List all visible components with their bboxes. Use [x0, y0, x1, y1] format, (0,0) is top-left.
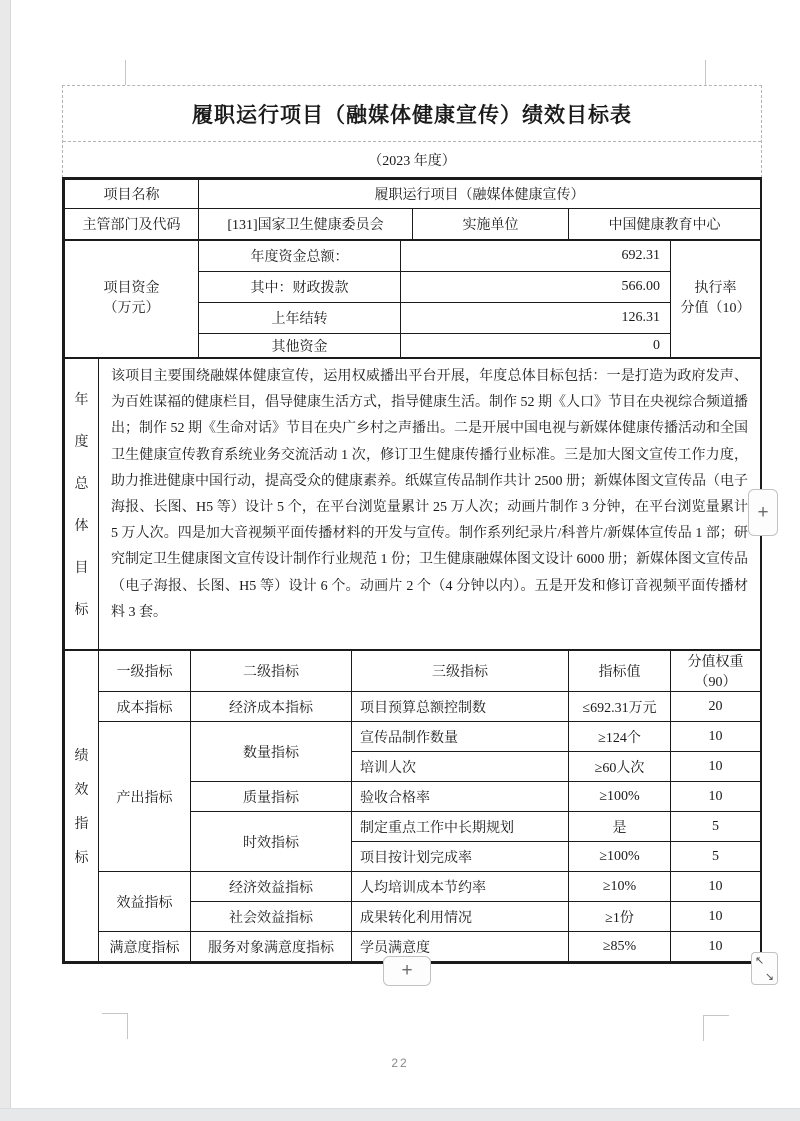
margin-mark-top-right [705, 60, 731, 86]
goal-label-char: 年 [74, 393, 89, 408]
table-row [65, 241, 761, 272]
table-row [65, 722, 761, 752]
score-cell: 10 [671, 872, 761, 902]
margin-mark-bottom-left [102, 1013, 128, 1039]
add-row-button[interactable] [383, 956, 431, 986]
indicator-header-row [65, 651, 761, 692]
table-resize-handle[interactable] [751, 952, 778, 985]
level2-cell: 数量指标 [191, 722, 352, 782]
level3-cell: 项目按计划完成率 [352, 842, 569, 872]
col-header-level3: 三级指标 [352, 651, 569, 692]
dept-value: [131]国家卫生健康委员会 [199, 209, 413, 240]
indicator-label-char: 指 [74, 817, 89, 832]
indicators-row-label [65, 651, 99, 962]
plus-icon: + [757, 501, 769, 523]
level2-cell: 经济效益指标 [191, 872, 352, 902]
score-cell: 10 [671, 722, 761, 752]
col-header-level2: 二级指标 [191, 651, 352, 692]
funding-item-label: 年度资金总额： [199, 241, 401, 272]
resize-arrow-se-icon: ↘ [764, 971, 774, 983]
annual-goal-table [64, 358, 761, 650]
execution-rate-label [671, 241, 761, 358]
level2-cell: 经济成本指标 [191, 692, 352, 722]
level3-cell: 制定重点工作中长期规划 [352, 812, 569, 842]
goal-label-char: 标 [74, 603, 89, 618]
level3-cell: 人均培训成本节约率 [352, 872, 569, 902]
project-name-value: 履职运行项目（融媒体健康宣传） [199, 180, 761, 209]
annual-goal-text: 该项目主要围绕融媒体健康宣传，运用权威播出平台开展，年度总体目标包括：一是打造为政府发声、为百姓谋福的健康栏目，倡导健康生活方式，指导健康生活。制作 52 期《人口》节目在央视综合频道播出；制作 52 期《生命对话》节目在央广乡村之声播出。二是开展中国电视与新媒体健康传播活动和全国卫生健康宣传教育系统业务交流活动 1 次，修订卫生健康传播行业标准。三是加大图文宣传工作力度，助力推进健康中国行动，提高受众的健康素养。纸媒宣传品制作共计 2500 册；新媒体图文宣传品（电子海报、长图、H5 等）设计 5 个，在平台浏览量累计 25 万人次；动画片制作 3 分钟，在平台浏览量累计 5 万人次。四是加大音视频平面传播材料的开发与宣传。制作系列纪录片/科普片/新媒体宣传品 1 部；研究制定卫生健康图文宣传设计制作行业规范 1 份；卫生健康融媒体图文设计 6000 册；新媒体图文宣传品（电子海报、长图、H5 等）设计 6 个。动画片 2 个（4 分钟以内）。五是开发和修订音视频平面传播材料 3 套。 [111, 369, 748, 620]
score-cell: 5 [671, 842, 761, 872]
level1-cell: 产出指标 [99, 722, 191, 872]
score-cell: 20 [671, 692, 761, 722]
add-column-button[interactable] [748, 489, 778, 536]
indicator-value-cell: ≥100% [569, 782, 671, 812]
level1-cell: 满意度指标 [99, 932, 191, 962]
col-header-score: 分值权重（90） [671, 651, 761, 692]
canvas-left-gutter [0, 0, 11, 1121]
goal-label-char: 度 [74, 435, 89, 450]
level2-cell: 质量指标 [191, 782, 352, 812]
level2-cell: 服务对象满意度指标 [191, 932, 352, 962]
resize-arrow-nw-icon: ↖ [755, 955, 765, 967]
funding-item-label: 上年结转 [199, 303, 401, 334]
score-cell: 10 [671, 782, 761, 812]
funding-item-value: 692.31 [401, 241, 671, 272]
project-info-table [64, 179, 761, 240]
impl-unit-label: 实施单位 [413, 209, 569, 240]
level3-cell: 成果转化利用情况 [352, 902, 569, 932]
margin-mark-top-left [100, 60, 126, 86]
annual-goal-row-label [65, 359, 99, 650]
indicator-value-cell: ≥85% [569, 932, 671, 962]
page-title: 履职运行项目（融媒体健康宣传）绩效目标表 [192, 103, 632, 127]
canvas-bottom-gutter [0, 1108, 800, 1121]
funding-item-label: 其他资金 [199, 334, 401, 358]
plus-icon: + [401, 960, 413, 981]
table-row [65, 180, 761, 209]
level3-cell: 宣传品制作数量 [352, 722, 569, 752]
rate-label-line2: 分值（10） [680, 301, 751, 316]
table-row [65, 209, 761, 240]
level1-cell: 成本指标 [99, 692, 191, 722]
level2-cell: 社会效益指标 [191, 902, 352, 932]
funding-label-line2: （万元） [103, 301, 160, 316]
margin-mark-bottom-right [703, 1015, 729, 1041]
col-header-value: 指标值 [569, 651, 671, 692]
table-row [65, 692, 761, 722]
goal-label-char: 体 [74, 519, 89, 534]
indicator-value-cell: 是 [569, 812, 671, 842]
indicator-value-cell: ≥100% [569, 842, 671, 872]
rate-label-line1: 执行率 [694, 281, 737, 296]
table-row [65, 872, 761, 902]
impl-unit-value: 中国健康教育中心 [569, 209, 761, 240]
table-row [65, 359, 761, 650]
score-cell: 5 [671, 812, 761, 842]
dept-label: 主管部门及代码 [65, 209, 199, 240]
indicator-value-cell: ≥1份 [569, 902, 671, 932]
indicator-value-cell: ≥60人次 [569, 752, 671, 782]
level3-cell: 项目预算总额控制数 [352, 692, 569, 722]
indicator-value-cell: ≥124个 [569, 722, 671, 752]
goal-label-char: 目 [74, 561, 89, 576]
performance-target-table [62, 177, 762, 964]
indicator-table [64, 650, 761, 962]
goal-label-char: 总 [74, 477, 89, 492]
score-cell: 10 [671, 932, 761, 962]
level1-cell: 效益指标 [99, 872, 191, 932]
indicator-label-char: 效 [74, 783, 89, 798]
funding-table [64, 240, 761, 358]
page-number: 22 [391, 1056, 409, 1070]
funding-row-label [65, 241, 199, 358]
funding-label-line1: 项目资金 [103, 281, 160, 296]
score-cell: 10 [671, 902, 761, 932]
funding-item-value: 566.00 [401, 272, 671, 303]
annual-goal-text-cell [99, 359, 761, 650]
funding-item-value: 126.31 [401, 303, 671, 334]
indicator-label-char: 绩 [74, 749, 89, 764]
col-header-level1: 一级指标 [99, 651, 191, 692]
title-block [62, 85, 762, 178]
funding-item-label: 其中：财政拨款 [199, 272, 401, 303]
indicator-label-char: 标 [74, 851, 89, 866]
indicator-value-cell: ≥10% [569, 872, 671, 902]
indicator-value-cell: ≤692.31万元 [569, 692, 671, 722]
level3-cell: 学员满意度 [352, 932, 569, 962]
score-cell: 10 [671, 752, 761, 782]
level2-cell: 时效指标 [191, 812, 352, 872]
page-subtitle: （2023 年度） [63, 141, 761, 178]
level3-cell: 验收合格率 [352, 782, 569, 812]
level3-cell: 培训人次 [352, 752, 569, 782]
project-name-label: 项目名称 [65, 180, 199, 209]
funding-item-value: 0 [401, 334, 671, 358]
